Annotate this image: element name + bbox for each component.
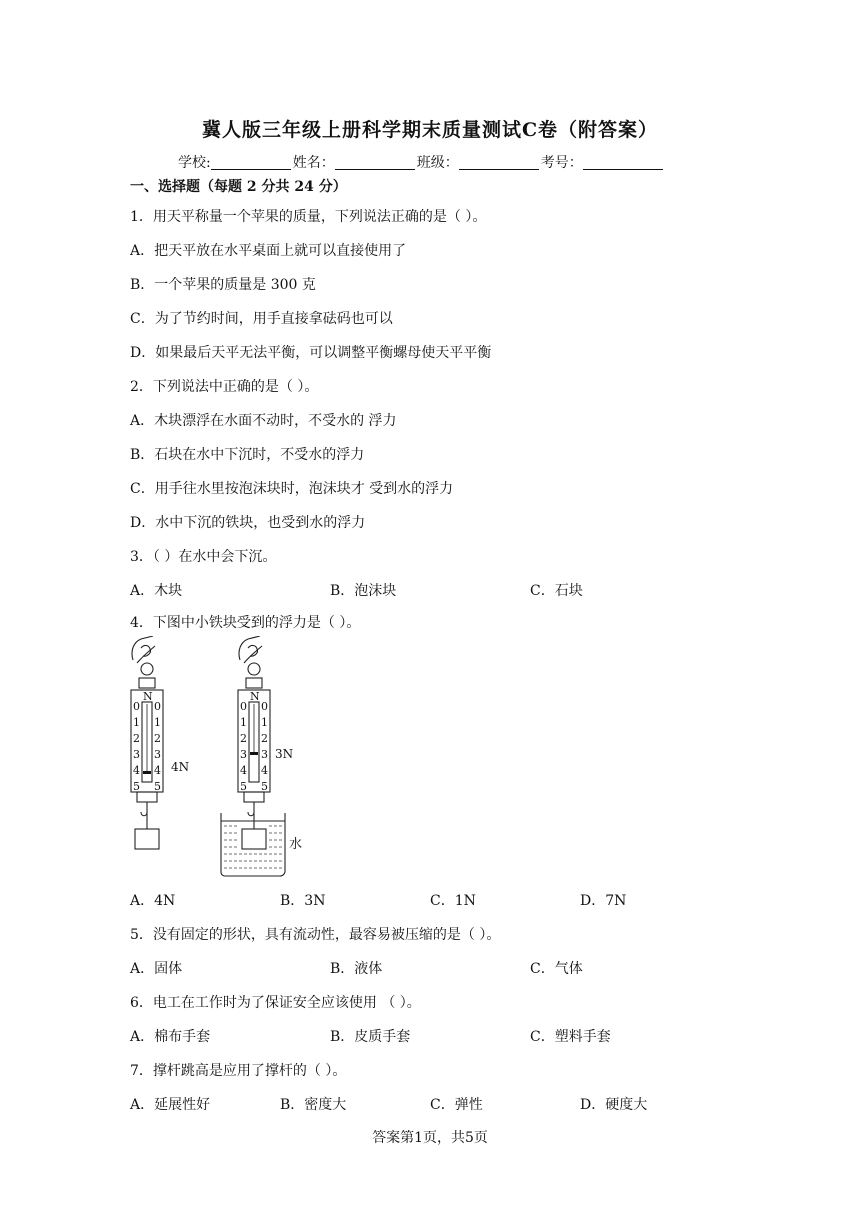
option-c: C．气体	[530, 961, 583, 977]
option-a: A．延展性好	[130, 1097, 211, 1113]
option-a: A．棉布手套	[130, 1029, 211, 1045]
question-stem: 5．没有固定的形状，具有流动性，最容易被压缩的是（ ）。	[130, 927, 501, 943]
left-tick-0r: 0	[154, 700, 161, 713]
option-b: B．3N	[280, 893, 326, 909]
option-a: A．木块	[130, 583, 183, 599]
right-tick-0: 0	[240, 700, 247, 713]
left-tick-2r: 2	[154, 732, 161, 745]
name-blank	[335, 155, 415, 170]
option-b: B．石块在水中下沉时，不受水的浮力	[130, 447, 365, 463]
student-info-line	[178, 152, 665, 172]
option-c: C．塑料手套	[530, 1029, 611, 1045]
left-tick-0: 0	[133, 700, 140, 713]
right-hand-icon	[239, 636, 262, 663]
left-tick-4r: 4	[154, 764, 161, 777]
right-tick-4r: 4	[261, 764, 268, 777]
option-b: B．皮质手套	[330, 1029, 411, 1045]
left-tick-1r: 1	[154, 716, 161, 729]
question-stem: 2．下列说法中正确的是（ ）。	[130, 379, 319, 395]
right-tick-3r: 3	[261, 748, 268, 761]
option-a: A．把天平放在水平桌面上就可以直接使用了	[130, 243, 407, 259]
page-title: 冀人版三年级上册科学期末质量测试C卷（附答案）	[201, 119, 659, 141]
right-pointer	[250, 752, 258, 755]
right-reading-label: 3N	[275, 747, 294, 761]
question-stem: 7．撑杆跳高是应用了撑杆的（ ）。	[130, 1063, 347, 1079]
left-hook-top	[139, 678, 155, 688]
exam-no-label: 考号：	[540, 155, 583, 171]
option-b: B．密度大	[280, 1097, 347, 1113]
right-n-letter: N	[250, 690, 260, 703]
option-a: A．固体	[130, 961, 183, 977]
right-tick-5r: 5	[261, 780, 268, 793]
option-d: D．硬度大	[580, 1097, 648, 1113]
option-a: A．4N	[130, 893, 176, 909]
option-c: C．1N	[430, 893, 476, 909]
class-blank	[459, 155, 539, 170]
class-label: 班级：	[416, 155, 459, 171]
left-ring-icon	[141, 663, 153, 675]
question-stem: 1．用天平称量一个苹果的质量，下列说法正确的是（ ）。	[130, 209, 487, 225]
left-tick-4: 4	[133, 764, 140, 777]
option-c: C．为了节约时间，用手直接拿砝码也可以	[130, 311, 393, 327]
left-tick-5r: 5	[154, 780, 161, 793]
option-c: C．弹性	[430, 1097, 483, 1113]
right-tick-2r: 2	[261, 732, 268, 745]
left-pointer	[143, 771, 151, 774]
option-d: D．如果最后天平无法平衡，可以调整平衡螺母使天平平衡	[130, 345, 492, 361]
left-reading-label: 4N	[171, 760, 190, 774]
question-stem: 3．（ ）在水中会下沉。	[130, 549, 277, 565]
option-c: C．石块	[530, 583, 583, 599]
left-tick-3: 3	[133, 748, 140, 761]
option-a: A．木块漂浮在水面不动时，不受水的 浮力	[130, 413, 397, 429]
right-tick-0r: 0	[261, 700, 268, 713]
right-tick-4: 4	[240, 764, 247, 777]
option-d: D．水中下沉的铁块，也受到水的浮力	[130, 515, 366, 531]
option-d: D．7N	[580, 893, 627, 909]
school-label: 学校:	[178, 155, 211, 171]
option-c: C．用手往水里按泡沫块时，泡沫块才 受到水的浮力	[130, 481, 454, 497]
school-blank	[211, 155, 291, 170]
right-tick-1r: 1	[261, 716, 268, 729]
name-label: 姓名：	[292, 155, 335, 171]
page-footer: 答案第1页，共5页	[372, 1130, 488, 1146]
right-tick-5: 5	[240, 780, 247, 793]
left-tick-5: 5	[133, 780, 140, 793]
left-iron-block	[135, 829, 159, 849]
option-b: B．泡沫块	[330, 583, 397, 599]
spring-scale-figure	[125, 636, 325, 882]
section-heading: 一、选择题（每题 2 分共 24 分）	[130, 179, 347, 195]
right-tick-2: 2	[240, 732, 247, 745]
right-iron-block	[242, 829, 266, 849]
left-tick-3r: 3	[154, 748, 161, 761]
option-b: B．一个苹果的质量是 300 克	[130, 277, 316, 293]
left-hand-icon	[132, 636, 155, 663]
right-tick-3: 3	[240, 748, 247, 761]
left-tick-1: 1	[133, 716, 140, 729]
right-ring-icon	[248, 663, 260, 675]
exam-no-blank	[583, 155, 663, 170]
water-label: 水	[289, 837, 303, 852]
question-stem: 6．电工在工作时为了保证安全应该使用 （ ）。	[130, 995, 421, 1011]
question-stem: 4．下图中小铁块受到的浮力是（ ）。	[130, 615, 361, 631]
option-b: B．液体	[330, 961, 383, 977]
left-n-letter: N	[143, 690, 153, 703]
right-tick-1: 1	[240, 716, 247, 729]
left-tick-2: 2	[133, 732, 140, 745]
